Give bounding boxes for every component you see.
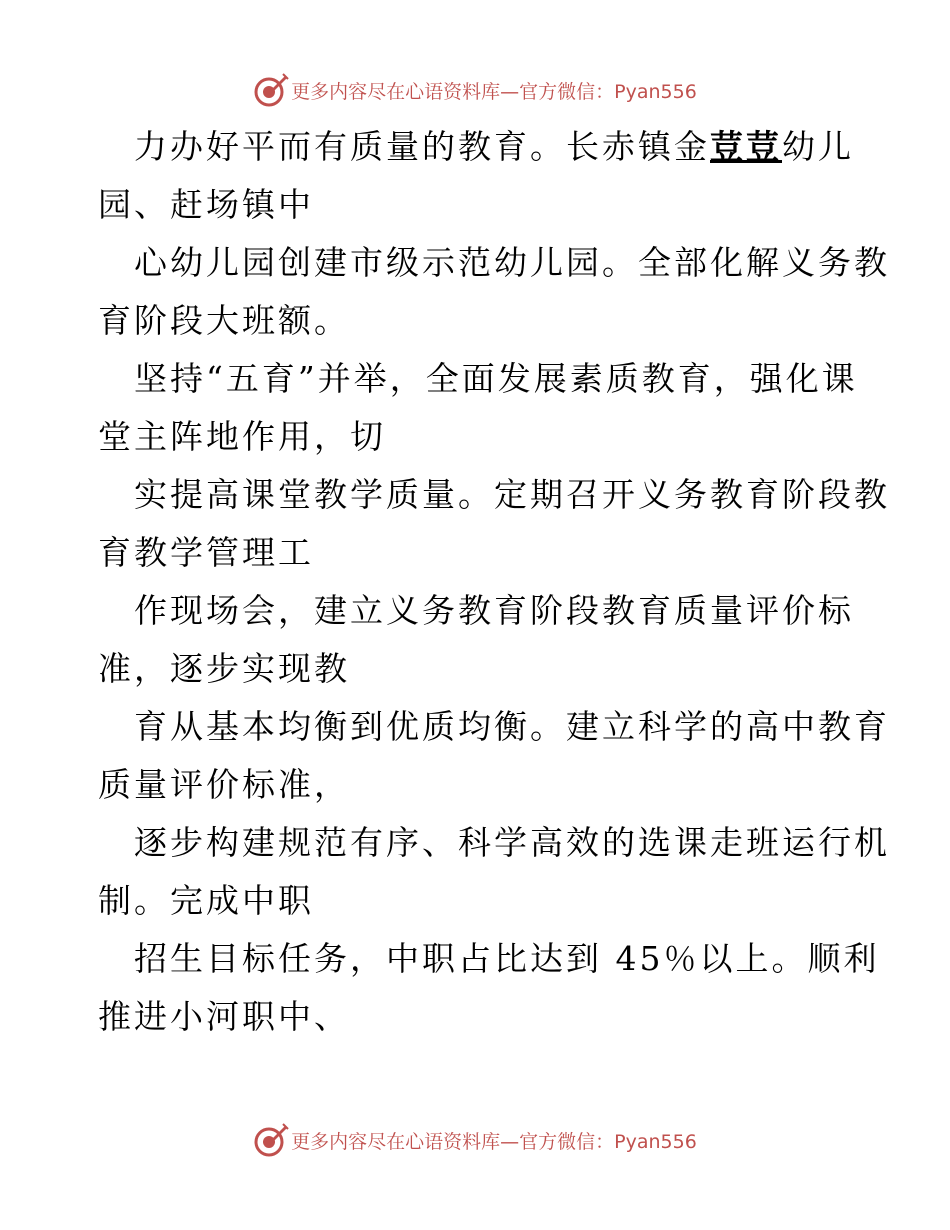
watermark-text: 更多内容尽在心语资料库—官方微信：Pyan556 [291, 80, 697, 103]
paragraph: 招生目标任务，中职占比达到 45％以上。顺利 推进小河职中、 [98, 939, 880, 1036]
paragraph: 育从基本均衡到优质均衡。建立科学的高中教育 质量评价标准， [98, 707, 890, 804]
pen-logo-icon [253, 72, 289, 108]
underlined-name: 荳荳 [710, 127, 782, 166]
paragraph: 心幼儿园创建市级示范幼儿园。全部化解义务教 育阶段大班额。 [98, 243, 890, 340]
paragraph: 逐步构建规范有序、科学高效的选课走班运行机 制。完成中职 [98, 823, 890, 920]
paragraph: 坚持“五育”并举，全面发展素质教育，强化课 堂主阵地作用，切 [98, 359, 858, 456]
paragraph: 实提高课堂教学质量。定期召开义务教育阶段教 育教学管理工 [98, 475, 890, 572]
paragraph: 作现场会，建立义务教育阶段教育质量评价标 准，逐步实现教 [98, 591, 854, 688]
pen-logo-icon [253, 1122, 289, 1158]
document-body [98, 118, 890, 1046]
watermark-text: 更多内容尽在心语资料库—官方微信：Pyan556 [291, 1130, 697, 1153]
paragraph: 力办好平而有质量的教育。长赤镇金荳荳幼儿 园、赶场镇中 [98, 127, 854, 224]
header-watermark [0, 70, 950, 110]
footer-watermark [0, 1120, 950, 1160]
